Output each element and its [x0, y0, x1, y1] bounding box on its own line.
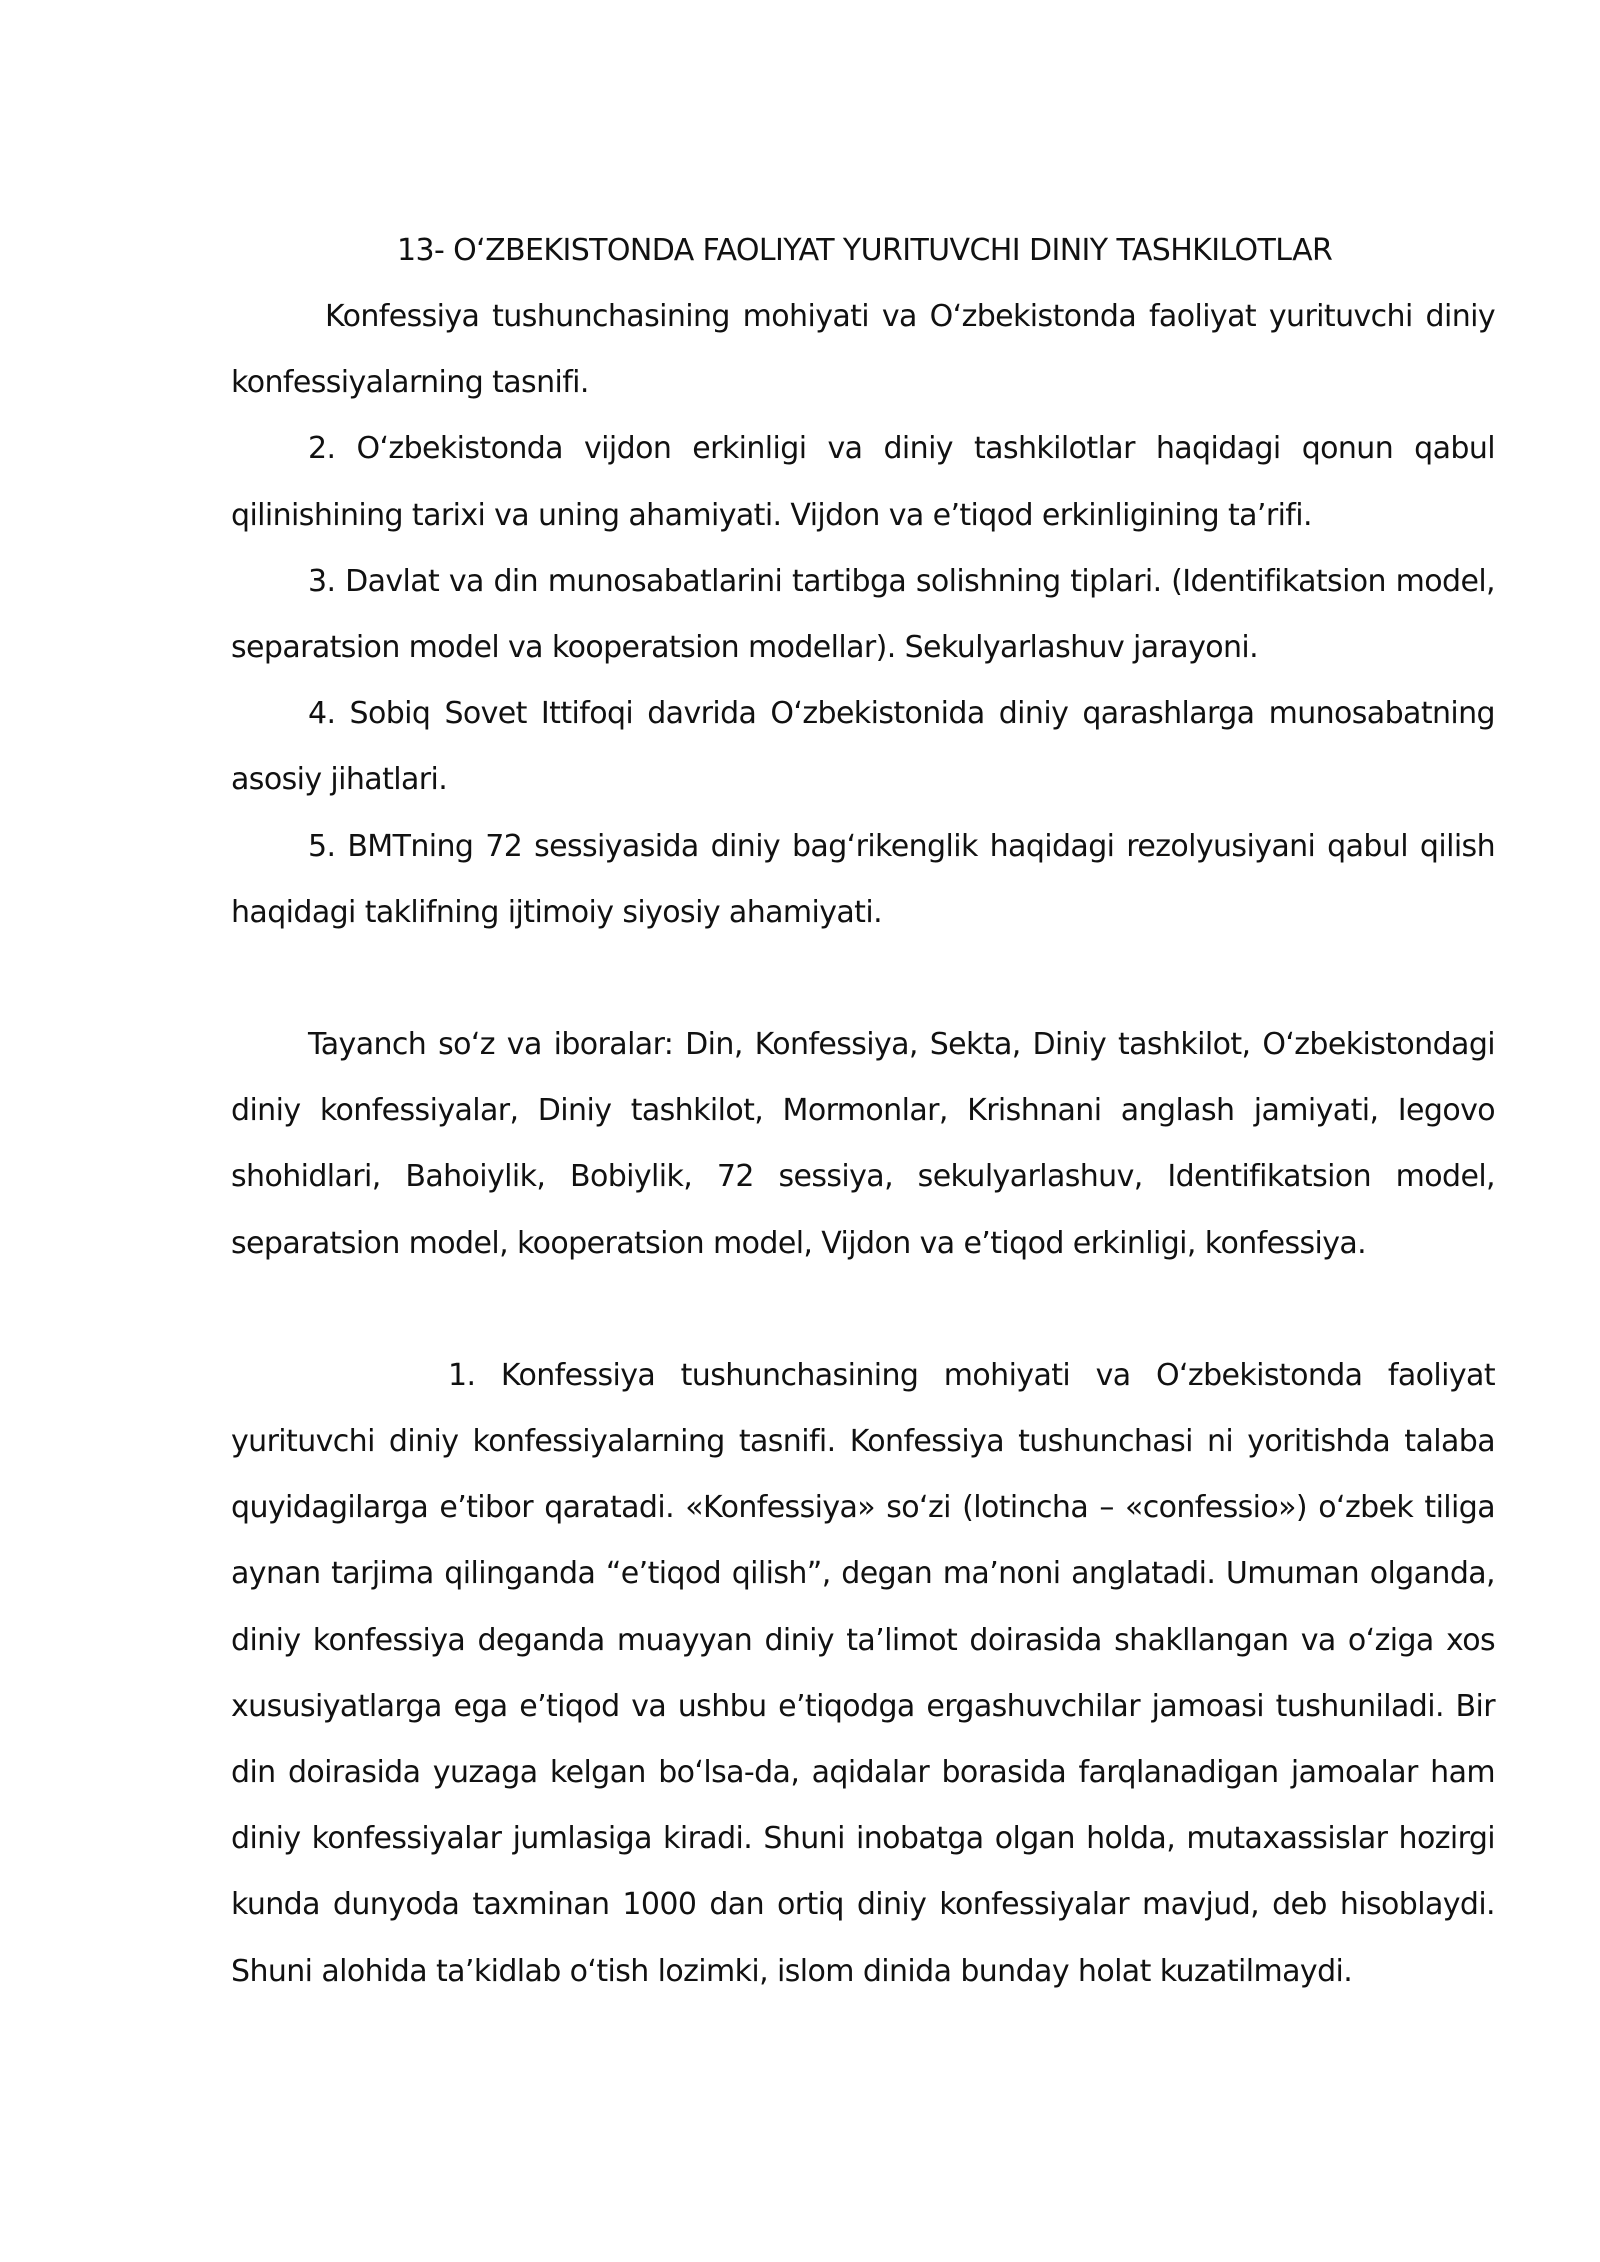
- outline-item-5: 5. BMTning 72 sessiyasida diniy bag‘rikenglik haqidagi rezolyusiyani qabul qilish haqidagi taklifning ijtimoiy siyosiy ahamiyati.: [231, 828, 1495, 930]
- keywords-paragraph: Tayanch so‘z va iboralar: Din, Konfessiya, Sekta, Diniy tashkilot, O‘zbekistondagi diniy konfessiyalar, Diniy tashkilot, Mormonlar, Krishnani anglash jamiyati, Iegovo shohidlari, Bahoiylik, Bobiylik, 72 sessiya, sekulyarlashuv, Identifikatsion model, separatsion model, kooperatsion model, Vijdon va e’tiqod erkinligi, konfessiya.: [231, 1027, 1495, 1261]
- spacer: [231, 946, 1495, 1012]
- spacer: [231, 1277, 1495, 1343]
- outline-item-4: 4. Sobiq Sovet Ittifoqi davrida O‘zbekistonida diniy qarashlarga munosabatning asosiy jihatlari.: [231, 696, 1495, 798]
- section-1-paragraph: 1. Konfessiya tushunchasining mohiyati va O‘zbekistonda faoliyat yurituvchi diniy konfessiyalarning tasnifi. Konfessiya tushunchasi ni yoritishda talaba quyidagilarga e’tibor qaratadi. «Konfessiya» so‘zi (lotincha – «confessio») o‘zbek tiliga aynan tarjima qilinganda “e’tiqod qilish”, degan ma’noni anglatadi. Umuman olganda, diniy konfessiya deganda muayyan diniy ta’limot doirasida shakllangan va o‘ziga xos xususiyatlarga ega e’tiqod va ushbu e’tiqodga ergashuvchilar jamoasi tushuniladi. Bir din doirasida yuzaga kelgan bo‘lsa-da, aqidalar borasida farqlanadigan jamoalar ham diniy konfessiyalar jumlasiga kiradi. Shuni inobatga olgan holda, mutaxassislar hozirgi kunda dunyoda taxminan 1000 dan ortiq diniy konfessiyalar mavjud, deb hisoblaydi. Shuni alohida ta’kidlab o‘tish lozimki, islom dinida bunday holat kuzatilmaydi.: [231, 1357, 1495, 1989]
- outline-item-1: Konfessiya tushunchasining mohiyati va O‘zbekistonda faoliyat yurituvchi diniy konfessiyalarning tasnifi.: [231, 299, 1495, 401]
- outline-item-2: 2. O‘zbekistonda vijdon erkinligi va diniy tashkilotlar haqidagi qonun qabul qilinishining tarixi va uning ahamiyati. Vijdon va e’tiqod erkinligining ta’rifi.: [231, 431, 1495, 533]
- page-title: 13- O‘ZBEKISTONDA FAOLIYAT YURITUVCHI DINIY TASHKILOTLAR: [397, 233, 1333, 268]
- document-page: [231, 218, 1495, 2005]
- outline-item-3: 3. Davlat va din munosabatlarini tartibga solishning tiplari. (Identifikatsion model, separatsion model va kooperatsion modellar). Sekulyarlashuv jarayoni.: [231, 563, 1495, 666]
